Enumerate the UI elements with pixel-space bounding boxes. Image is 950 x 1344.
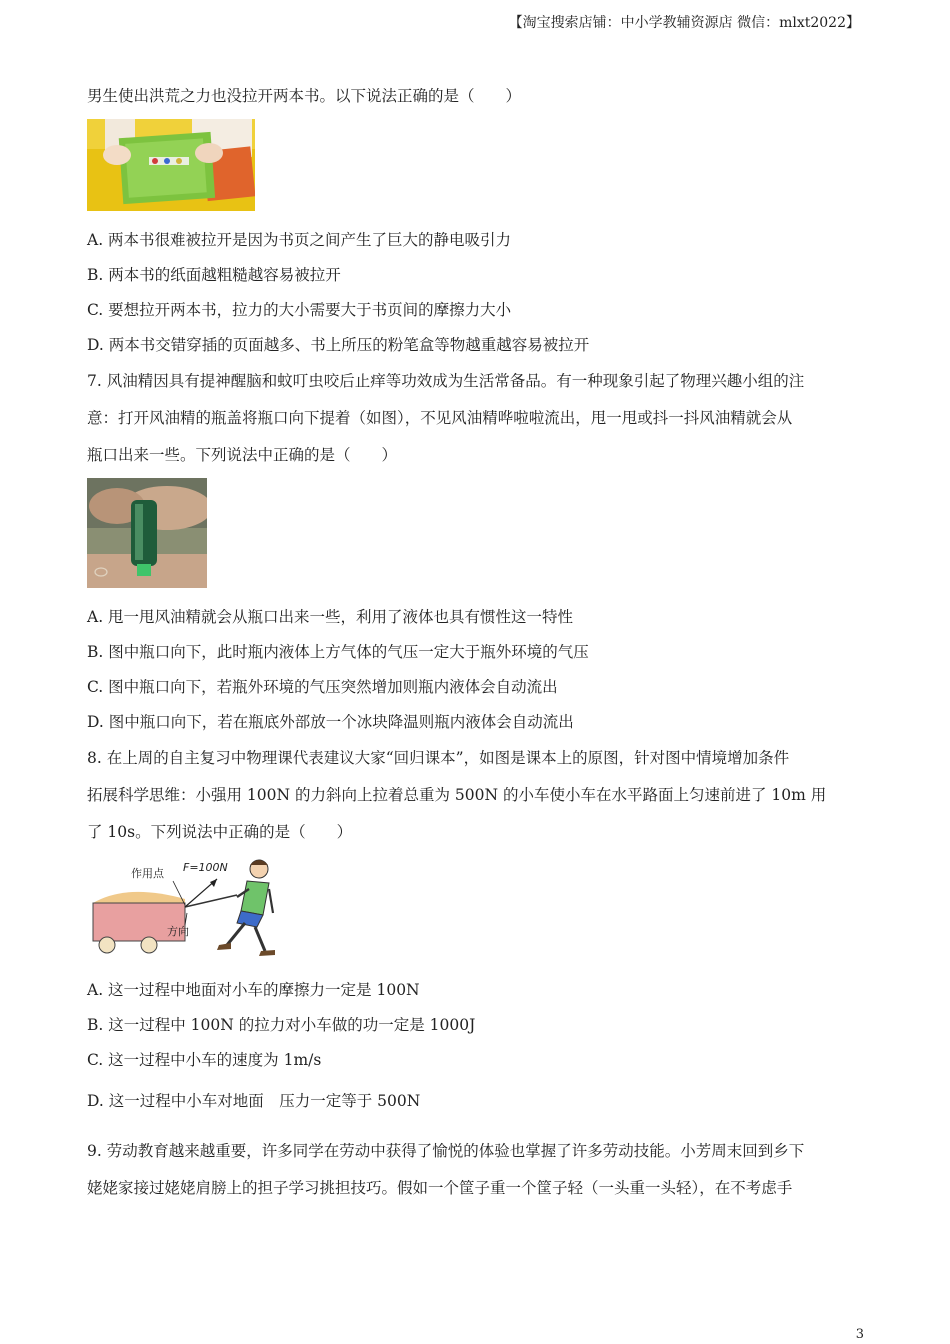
q8-option-a: A. 这一过程中地面对小车的摩擦力一定是 100N: [87, 981, 420, 999]
q8-option-c: C. 这一过程中小车的速度为 1m/s: [87, 1051, 322, 1069]
page-header: 【淘宝搜索店铺：中小学教辅资源店 微信：mlxt2022】: [508, 15, 860, 31]
q6-option-d: D. 两本书交错穿插的页面越多、书上所压的粉笔盒等物越重越容易被拉开: [87, 336, 590, 354]
q8-option-d: D. 这一过程中小车对地面 压力一定等于 500N: [87, 1092, 421, 1110]
label-direction: 方向: [167, 925, 189, 938]
q6-option-a: A. 两本书很难被拉开是因为书页之间产生了巨大的静电吸引力: [87, 231, 512, 249]
q6-option-b: B. 两本书的纸面越粗糙越容易被拉开: [87, 266, 341, 284]
page-number: 3: [855, 1327, 864, 1342]
books-photo: [87, 119, 255, 211]
q7-option-b: B. 图中瓶口向下，此时瓶内液体上方气体的气压一定大于瓶外环境的气压: [87, 643, 589, 661]
q6-option-c: C. 要想拉开两本书，拉力的大小需要大于书页间的摩擦力大小: [87, 301, 512, 319]
label-action-point: 作用点: [131, 867, 164, 880]
q8-stem-line-3: 了 10s。下列说法中正确的是（ ）: [87, 823, 353, 841]
document-body: [87, 78, 862, 1207]
q7-option-a: A. 甩一甩风油精就会从瓶口出来一些，利用了液体也具有惯性这一特性: [87, 608, 574, 626]
q8-stem-line-1: 8. 在上周的自主复习中物理课代表建议大家“回归课本”，如图是课本上的原图，针对图中情境增加条件: [87, 749, 790, 767]
q9-stem-line-2: 姥姥家接过姥姥肩膀上的担子学习挑担技巧。假如一个筐子重一个筐子轻（一头重一头轻），在不考虑手: [87, 1179, 793, 1197]
q7-option-c: C. 图中瓶口向下，若瓶外环境的气压突然增加则瓶内液体会自动流出: [87, 678, 558, 696]
cart-pulling-figure: [87, 855, 287, 961]
oil-bottle-photo: [87, 478, 207, 588]
q7-stem-line-3: 瓶口出来一些。下列说法中正确的是（ ）: [87, 446, 398, 464]
label-force: F=100N: [183, 861, 228, 874]
q8-option-b: B. 这一过程中 100N 的拉力对小车做的功一定是 1000J: [87, 1016, 476, 1034]
q6-intro: 男生使出洪荒之力也没拉开两本书。以下说法正确的是（ ）: [87, 87, 522, 105]
q8-stem-line-2: 拓展科学思维：小强用 100N 的力斜向上拉着总重为 500N 的小车使小车在水平路面上匀速前进了 10m 用: [87, 786, 827, 804]
q9-stem-line-1: 9. 劳动教育越来越重要，许多同学在劳动中获得了愉悦的体验也掌握了许多劳动技能。小芳周末回到乡下: [87, 1142, 805, 1160]
q7-option-d: D. 图中瓶口向下，若在瓶底外部放一个冰块降温则瓶内液体会自动流出: [87, 713, 574, 731]
q7-stem-line-1: 7. 风油精因具有提神醒脑和蚊叮虫咬后止痒等功效成为生活常备品。有一种现象引起了物理兴趣小组的注: [87, 372, 805, 390]
q7-stem-line-2: 意：打开风油精的瓶盖将瓶口向下提着（如图），不见风油精哗啦啦流出，甩一甩或抖一抖风油精就会从: [87, 409, 793, 427]
